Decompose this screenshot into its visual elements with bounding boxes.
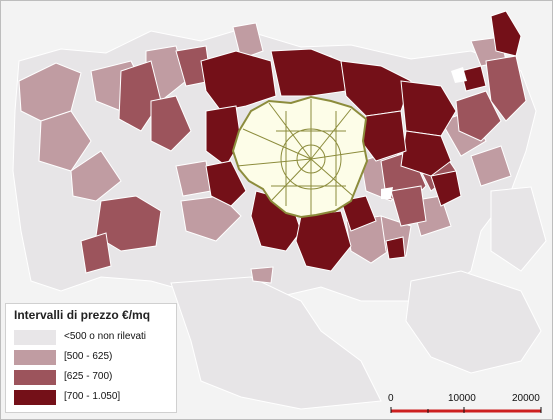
legend-label-class-1: <500 o non rilevati <box>64 331 147 342</box>
light-south-east <box>406 271 541 373</box>
legend-label-class-4: [700 - 1.050] <box>64 391 121 402</box>
legend-label-class-3: [625 - 700) <box>64 371 113 382</box>
light-far-east <box>491 187 546 271</box>
legend-swatch-class-1 <box>14 330 56 345</box>
legend-swatch-class-2 <box>14 350 56 365</box>
ring-far-north-east <box>491 11 521 56</box>
scale-bar-line <box>386 393 546 417</box>
legend-row-class-4 <box>14 390 174 406</box>
legend-row-class-2 <box>14 350 174 366</box>
legend-label-class-2: [500 - 625) <box>64 351 113 362</box>
scale-tick-0: 0 <box>388 393 394 404</box>
legend <box>5 303 177 413</box>
legend-swatch-class-4 <box>14 390 56 405</box>
scale-bar <box>386 393 546 417</box>
legend-title: Intervalli di prezzo €/mq <box>14 308 151 322</box>
ring-south-east-2 <box>386 237 405 259</box>
scale-tick-10000: 10000 <box>448 393 476 404</box>
legend-row-class-1 <box>14 330 174 346</box>
legend-row-class-3 <box>14 370 174 386</box>
area-south-3 <box>251 267 273 283</box>
legend-swatch-class-3 <box>14 370 56 385</box>
scale-tick-20000: 20000 <box>512 393 540 404</box>
